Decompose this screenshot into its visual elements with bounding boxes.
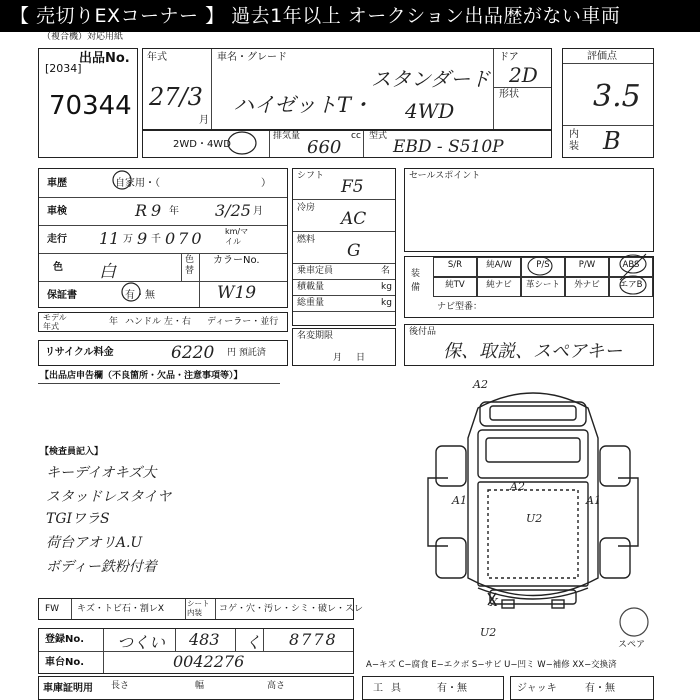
seller-notes-label: 【出品店申告欄（不良箇所・欠品・注意事項等）】 (40, 371, 243, 381)
mileage-label: 走行 (47, 234, 67, 245)
year-label: 年式 (147, 52, 167, 63)
sales-point-label: セールスポイント (409, 171, 481, 181)
equip-airbag: エアB (609, 277, 653, 297)
mark-u2-rear: U2 (480, 626, 497, 639)
displacement-label: 排気量 (273, 131, 301, 141)
registration-class: 483 (189, 630, 220, 649)
inspection-month-unit: 月 (253, 206, 263, 217)
attachments-label: 後付品 (409, 327, 437, 337)
score-value: 3.5 (593, 79, 641, 114)
seat-label: シート内装 (187, 599, 210, 617)
chassis-label: 車台No. (45, 657, 85, 668)
year-unit: 月 (199, 115, 209, 126)
inspector-note-2: スタッドレスタイヤ (46, 489, 172, 505)
mileage-sen: 9 (137, 229, 148, 248)
recycle-label: リサイクル料金 (45, 347, 114, 358)
spare-label: スペア (618, 640, 646, 650)
navi-model-label: ナビ型番： (437, 302, 483, 312)
mechanical-block (292, 168, 396, 326)
drive-text: 2WD・4WD (173, 139, 231, 150)
displacement-unit: cc (351, 131, 361, 141)
equip-ps: P/S (521, 257, 565, 277)
refresh-label: 名変期限 (297, 331, 334, 341)
inspector-label: 【検査員記入】 (40, 447, 104, 457)
spec-row (142, 130, 552, 158)
chassis-value: 0042276 (173, 652, 245, 671)
lot-box (38, 48, 138, 158)
mark-a1-left: A1 (452, 494, 467, 507)
fw-text: キズ・トビ石・割レX (77, 604, 164, 614)
page-title: 【 売切りEXコーナー 】 過去1年以上 オークション出品歴がない車両 (0, 0, 700, 32)
warranty-options: 有・無 (125, 290, 155, 301)
fuel-label: 燃料 (297, 235, 316, 245)
mileage-rest: 070 (165, 229, 205, 248)
inspection-year: 9 (151, 201, 162, 220)
mileage-unit: km/マイル (225, 227, 249, 246)
lot-number: 70344 (49, 91, 132, 121)
model-year-unit: 年 (109, 317, 119, 327)
abs-airbag-circles (616, 252, 650, 298)
refresh-unit: 月日 (333, 353, 380, 363)
doors-label: ドア (499, 52, 519, 63)
mark-a2-top: A2 (473, 378, 488, 391)
inspector-note-4: 荷台アオリA.U (46, 535, 143, 551)
inspector-note-3: TGIワラS (46, 511, 110, 527)
inspector-note-1: キーデイオキズ大 (46, 465, 157, 481)
mileage-man: 11 (99, 229, 120, 248)
sales-point-box (404, 168, 654, 252)
capacity-unit-2: kg (381, 298, 392, 308)
interior-label: 内装 (569, 129, 579, 152)
registration-kana: く (245, 633, 262, 652)
mark-x-rear: X (490, 596, 498, 609)
mileage-man-unit: 万 (123, 234, 133, 245)
fuel-value: G (347, 241, 361, 261)
model-value: EBD - S510P (393, 137, 504, 157)
registration-label: 登録No. (45, 634, 85, 645)
jack-options: 有・無 (585, 683, 615, 694)
name-line3: 4WD (405, 99, 455, 123)
recycle-unit: 円 預託済 (227, 348, 266, 358)
equip-ext-navi: 外ナビ (565, 277, 609, 297)
capacity-label-0: 乗車定員 (297, 266, 334, 276)
detail-block (38, 168, 288, 308)
attachments-value: 保、取説、スペアキー (443, 341, 623, 362)
inspector-note-5: ボディー鉄粉付着 (46, 559, 157, 575)
capacity-unit-0: 名 (381, 266, 391, 276)
interior-value: B (603, 127, 621, 155)
lot-tag: [2034] (45, 62, 82, 75)
mark-a1-right: A1 (586, 494, 601, 507)
form-subtitle: （複合機）対応用紙 (42, 32, 124, 42)
tools-box (362, 676, 504, 700)
recycle-value: 6220 (171, 343, 215, 363)
name-label: 車名・グレード (217, 52, 287, 63)
history-label: 車歴 (47, 178, 67, 189)
garage-cert-label: 車庫証明用 (43, 683, 93, 694)
inspection-month: 3/25 (215, 201, 251, 220)
tools-options: 有・無 (437, 683, 467, 694)
dealer-text: ディーラー・並行 (207, 317, 279, 327)
registration-area: つくい (117, 633, 166, 652)
mark-u2-bed: U2 (526, 512, 543, 525)
spare-tire-icon (616, 604, 652, 640)
equip-aw: 純A/W (477, 257, 521, 277)
history-close: ） (261, 178, 271, 189)
equip-sr: S/R (433, 257, 477, 277)
drive-circle (222, 128, 262, 158)
recycle-row (38, 340, 288, 366)
history-text: 自家用・（ (115, 178, 160, 189)
mileage-sen-unit: 千 (151, 234, 161, 245)
doors-value: 2D (509, 63, 538, 87)
name-line1: ハイゼットT・ (233, 93, 372, 117)
aircon-value: AC (341, 209, 367, 229)
fw-label: FW (45, 604, 60, 614)
colorno-label: カラーNo. (213, 255, 260, 266)
capacity-label-1: 積載量 (297, 282, 325, 292)
equip-navi: 純ナビ (477, 277, 521, 297)
model-label: 型式 (369, 131, 388, 141)
equip-pw: P/W (565, 257, 609, 277)
year-value: 27/3 (149, 83, 203, 111)
history-circle (110, 168, 134, 192)
capacity-label-2: 総重量 (297, 298, 325, 308)
cert-length: 長さ (111, 681, 130, 691)
warranty-circle (119, 280, 143, 304)
registration-box (38, 628, 354, 674)
color-label: 色 (53, 262, 63, 273)
model-year-label: モデル年式 (43, 313, 67, 331)
fw-row (38, 598, 364, 620)
ps-circle (525, 255, 555, 277)
lot-label: 出品No. (79, 51, 130, 66)
seat-text: コゲ・穴・汚レ・シミ・破レ・スレ (219, 604, 364, 614)
handle-text: ハンドル 左・右 (125, 317, 191, 327)
refresh-box (292, 328, 396, 366)
equip-tv: 純TV (433, 277, 477, 297)
garage-cert-row (38, 676, 354, 700)
color-value: 白 (99, 262, 116, 282)
equip-leather: 革シート (521, 277, 565, 297)
vehicle-info-box (142, 48, 552, 130)
jack-box (510, 676, 654, 700)
damage-legend: A−キズ C−腐食 E−エクボ S−サビ U−凹ミ W−補修 XX−交換済 (366, 660, 617, 670)
registration-number: 8778 (289, 630, 338, 649)
jack-label: ジャッキ (517, 683, 557, 694)
cert-height: 高さ (267, 681, 286, 691)
equipment-label: 装備 (411, 269, 421, 293)
inspection-era: R (135, 201, 148, 220)
colorno-value: W19 (217, 283, 257, 303)
tools-label: 工具 (373, 683, 409, 694)
mark-a2-bed: A2 (510, 480, 525, 493)
shift-value: F5 (341, 177, 364, 197)
shift-label: シフト (297, 171, 325, 181)
equip-abs: ABS (609, 257, 653, 277)
aircon-label: 冷房 (297, 203, 316, 213)
score-label: 評価点 (587, 51, 617, 62)
attachments-box (404, 324, 654, 366)
color-change-label: 色替 (185, 255, 195, 276)
shape-label: 形状 (499, 89, 519, 100)
capacity-unit-1: kg (381, 282, 392, 292)
inspection-label: 車検 (47, 206, 67, 217)
name-line2: スタンダード (371, 67, 491, 91)
model-year-row (38, 312, 288, 332)
score-box (562, 48, 654, 158)
inspection-year-unit: 年 (169, 206, 179, 217)
warranty-label: 保証書 (47, 290, 77, 301)
displacement-value: 660 (307, 137, 342, 158)
cert-width: 幅 (195, 681, 205, 691)
